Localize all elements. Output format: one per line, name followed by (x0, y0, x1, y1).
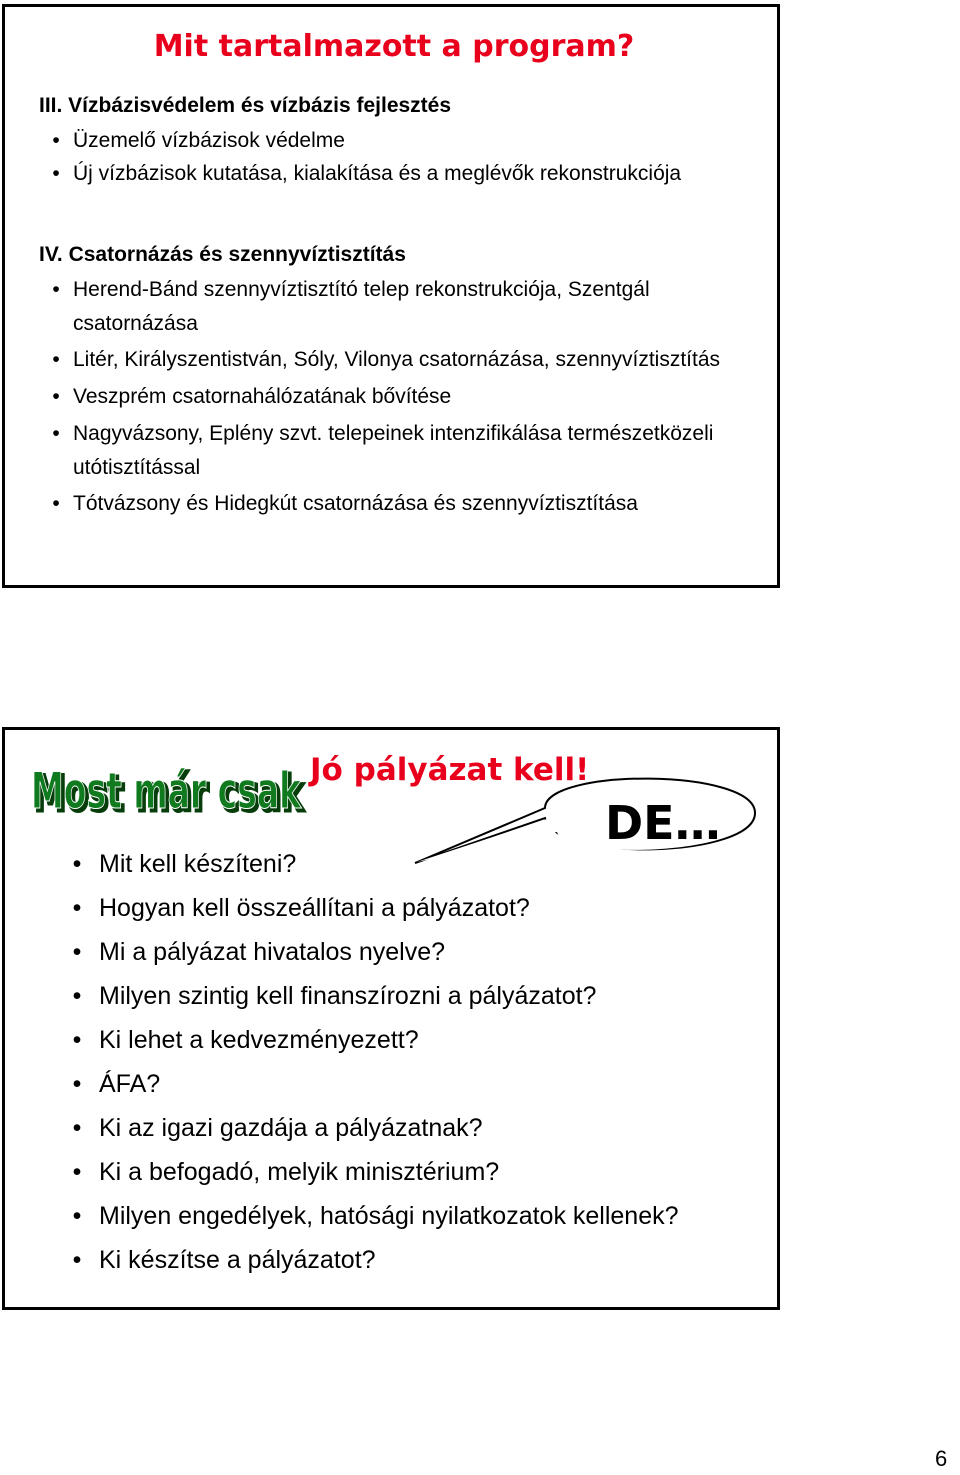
slide-good-application (2, 727, 780, 1310)
list-item: • Ki az igazi gazdája a pályázatnak? (99, 1106, 749, 1150)
bullet-icon: • (72, 1158, 82, 1186)
slide-title: Mit tartalmazott a program? (153, 29, 635, 64)
list-item: • Herend-Bánd szennyvíztisztító telep rekonstrukciója, Szentgál csatornázása (73, 273, 763, 341)
banner-word-art (27, 750, 327, 830)
bullet-icon: • (72, 1202, 82, 1230)
banner-text: Most már csak (31, 762, 303, 820)
list-item: • Mit kell készíteni? (99, 842, 749, 886)
list-item: • Mi a pályázat hivatalos nyelve? (99, 930, 749, 974)
list-item: • Ki készítse a pályázatot? (99, 1238, 749, 1282)
slide-title: Jó pályázat kell! (310, 752, 590, 788)
bullet-icon: • (72, 1246, 82, 1274)
list-item: • Nagyvázsony, Eplény szvt. telepeinek intenzifikálása természetközeli utótisztítással (73, 417, 763, 485)
list-item: • Veszprém csatornahálózatának bővítése (73, 380, 763, 413)
section-iv-list (52, 273, 763, 520)
bullet-icon: • (52, 422, 60, 445)
bullet-icon: • (52, 492, 60, 515)
bullet-icon: • (52, 348, 60, 371)
bullet-icon: • (52, 129, 60, 152)
list-item: • Ki a befogadó, melyik minisztérium? (99, 1150, 749, 1194)
section-iii-list (52, 124, 763, 190)
bullet-icon: • (52, 162, 60, 185)
slide-program-contents (2, 4, 780, 588)
bullet-icon: • (72, 1114, 82, 1142)
bullet-icon: • (72, 982, 82, 1010)
list-item: • Tótvázsony és Hidegkút csatornázása és szennyvíztisztítása (73, 487, 763, 520)
list-item: • Üzemelő vízbázisok védelme (73, 124, 763, 157)
page-number: 6 (935, 1446, 948, 1471)
banner-shadow: Most már csak (34, 765, 306, 823)
bubble-text: DE… (605, 796, 721, 850)
bullet-icon: • (52, 278, 60, 301)
list-item: • ÁFA? (99, 1062, 749, 1106)
bullet-icon: • (72, 894, 82, 922)
list-item: • Hogyan kell összeállítani a pályázatot? (99, 886, 749, 930)
bullet-icon: • (72, 938, 82, 966)
bullet-icon: • (72, 1026, 82, 1054)
list-item: • Milyen engedélyek, hatósági nyilatkozatok kellenek? (99, 1194, 749, 1238)
bullet-icon: • (72, 1070, 82, 1098)
list-item: • Új vízbázisok kutatása, kialakítása és a meglévők rekonstrukciója (73, 157, 763, 190)
list-item: • Milyen szintig kell finanszírozni a pályázatot? (99, 974, 749, 1018)
section-heading-iv: IV. Csatornázás és szennyvíztisztítás (39, 243, 406, 266)
section-heading-iii: III. Vízbázisvédelem és vízbázis fejlesztés (39, 94, 452, 117)
list-item: • Ki lehet a kedvezményezett? (99, 1018, 749, 1062)
list-item: • Litér, Királyszentistván, Sóly, Vilonya csatornázása, szennyvíztisztítás (73, 343, 763, 376)
bullet-icon: • (72, 850, 82, 878)
question-list (72, 842, 749, 1282)
bullet-icon: • (52, 385, 60, 408)
